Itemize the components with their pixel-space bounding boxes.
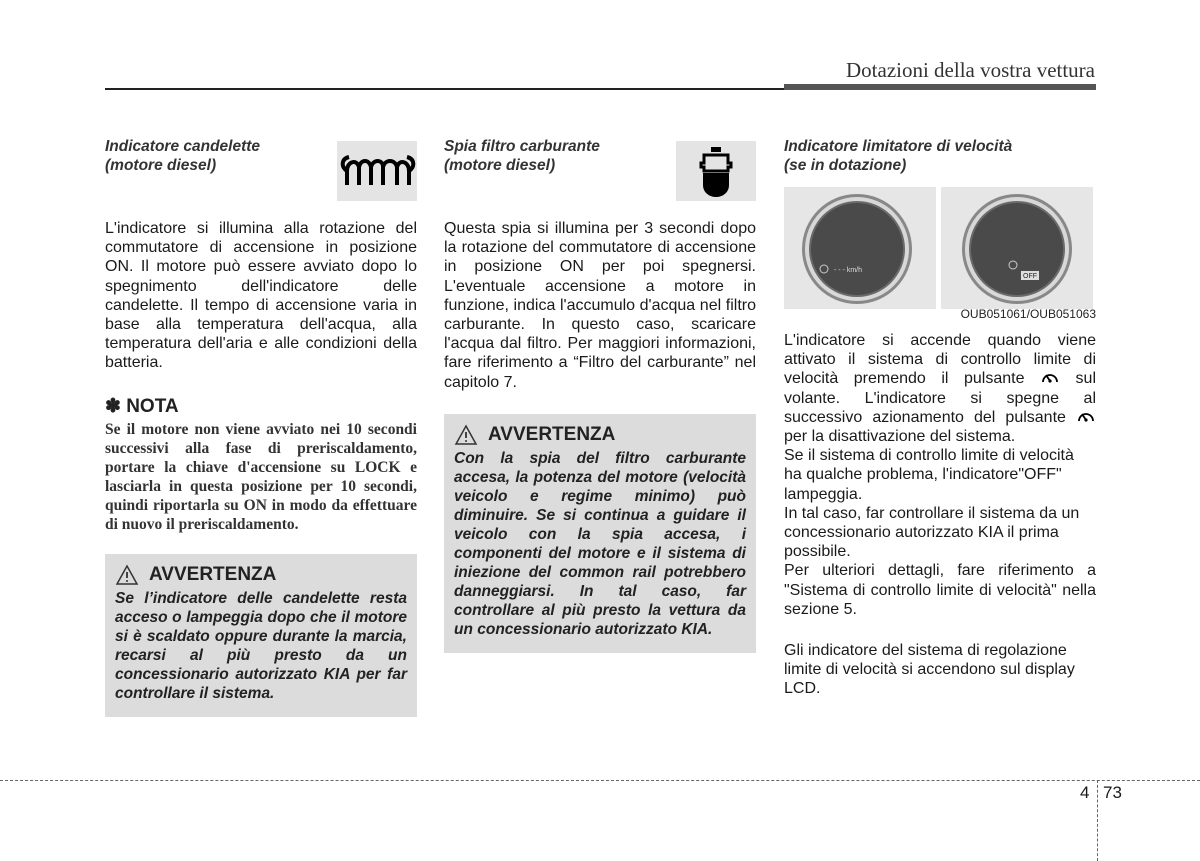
body-paragraph: Questa spia si illumina per 3 secondi dopo la rotazione del commutatore di accensione in posizione ON per poi spegnersi. L'eventuale accensione a motore in funzione, indica l'accumulo d'acqua nel filtro carburante. In questo caso, scaricare l'acqua dal filtro. Per maggiori informazioni, fare riferimento a “Filtro del carburante” nel capitolo 7. bbox=[444, 220, 756, 391]
gauge-images bbox=[784, 187, 1096, 309]
body-paragraph-5: Gli indicatore del sistema di regolazione limite di velocità si accendono sul display LCD. bbox=[784, 642, 1075, 698]
body-paragraph-4: Per ulteriori dettagli, fare riferimento a "Sistema di controllo limite di velocità" nella sezione 5. bbox=[784, 562, 1096, 618]
glow-plug-icon bbox=[337, 141, 417, 201]
section-title-line1: Indicatore limitatore di velocità bbox=[784, 138, 1013, 155]
body-paragraph: L'indicatore si illumina alla rotazione del commutatore di accensione in posizione ON. Il motore può essere avviato dopo lo spegnimento dell'indicatore delle candelette. Il tempo di accensione varia in base alla temperatura dell'acqua, alla temperatura dell'aria e alle condizioni della batteria. bbox=[105, 220, 417, 372]
section-title-line1: Indicatore candelette bbox=[105, 138, 261, 155]
warning-text: Con la spia del filtro carburante accesa, la potenza del motore (velocità veicolo e regime minimo) può diminuire. Se si continua a guidare il veicolo con la spia accesa, i componenti del motore e il sistema di iniezione del common rail potrebbero danneggiarsi. In tal caso, far controllare al più presto la vettura da un concessionario autorizzato KIA. bbox=[454, 449, 746, 638]
warning-box bbox=[444, 414, 756, 653]
image-caption: OUB051061/OUB051063 bbox=[960, 307, 1096, 321]
section-title-line2: (motore diesel) bbox=[105, 157, 217, 174]
note-title: ✽ NOTA bbox=[105, 395, 179, 417]
speed-limiter-icon bbox=[1040, 369, 1060, 386]
gauge-speed-text: - - - km/h bbox=[834, 267, 862, 274]
fuel-filter-icon bbox=[676, 141, 756, 201]
p1-part-a: L'indicatore si accende quando viene attivato il sistema di controllo limite di velocità premendo il pulsante bbox=[784, 332, 1096, 388]
warning-text: Se l’indicatore delle candelette resta acceso o lampeggia dopo che il motore si è scaldato oppure durante la marcia, recarsi al più presto da un concessionario autorizzato KIA per far controllare il sistema. bbox=[115, 589, 407, 702]
header-rule bbox=[105, 88, 785, 90]
column-glow-plug bbox=[105, 137, 417, 717]
speed-limiter-icon bbox=[1076, 408, 1096, 425]
section-number: 4 bbox=[1080, 783, 1090, 802]
p1-part-b: sul volante. L'indicatore si spegne al successivo azionamento del pulsante bbox=[784, 370, 1096, 426]
warning-title: AVVERTENZA bbox=[488, 423, 616, 445]
note-text: Se il motore non viene avviato nei 10 secondi successivi alla fase di preriscaldamento, portare la chiave d'accensione su LOCK e lasciarla in questa posizione per 10 secondi, quindi riportarla su ON in modo da effettuare di nuovo il preriscaldamento. bbox=[105, 420, 417, 533]
column-fuel-filter bbox=[444, 137, 756, 653]
body-paragraph-3: In tal caso, far controllare il sistema da un concessionario autorizzato KIA il prima possibile. bbox=[784, 504, 1080, 561]
footer-dashed-rule bbox=[0, 780, 1200, 781]
warning-box bbox=[105, 554, 417, 717]
footer-dashed-divider bbox=[1097, 780, 1098, 861]
section-title-line2: (motore diesel) bbox=[444, 157, 556, 174]
gauge-image-off bbox=[941, 187, 1093, 309]
gauge-image-active bbox=[784, 187, 936, 309]
gauge-off-label: OFF bbox=[1023, 273, 1037, 280]
header-rule-accent bbox=[784, 84, 1096, 90]
warning-triangle-icon bbox=[115, 564, 139, 586]
section-title-line2: (se in dotazione) bbox=[784, 157, 907, 174]
body-paragraph-2: Se il sistema di controllo limite di velocità ha qualche problema, l'indicatore"OFF" lampeggia. bbox=[784, 447, 1074, 503]
section-title bbox=[784, 137, 1096, 175]
column-speed-limiter bbox=[784, 137, 1096, 698]
p1-part-c: per la disattivazione del sistema. bbox=[784, 428, 1016, 446]
body-paragraph-1 bbox=[784, 331, 1096, 446]
warning-title: AVVERTENZA bbox=[149, 563, 277, 585]
warning-triangle-icon bbox=[454, 424, 478, 446]
section-title-line1: Spia filtro carburante bbox=[444, 138, 600, 155]
page-number: 73 bbox=[1103, 783, 1122, 802]
page-header-title: Dotazioni della vostra vettura bbox=[846, 58, 1095, 82]
